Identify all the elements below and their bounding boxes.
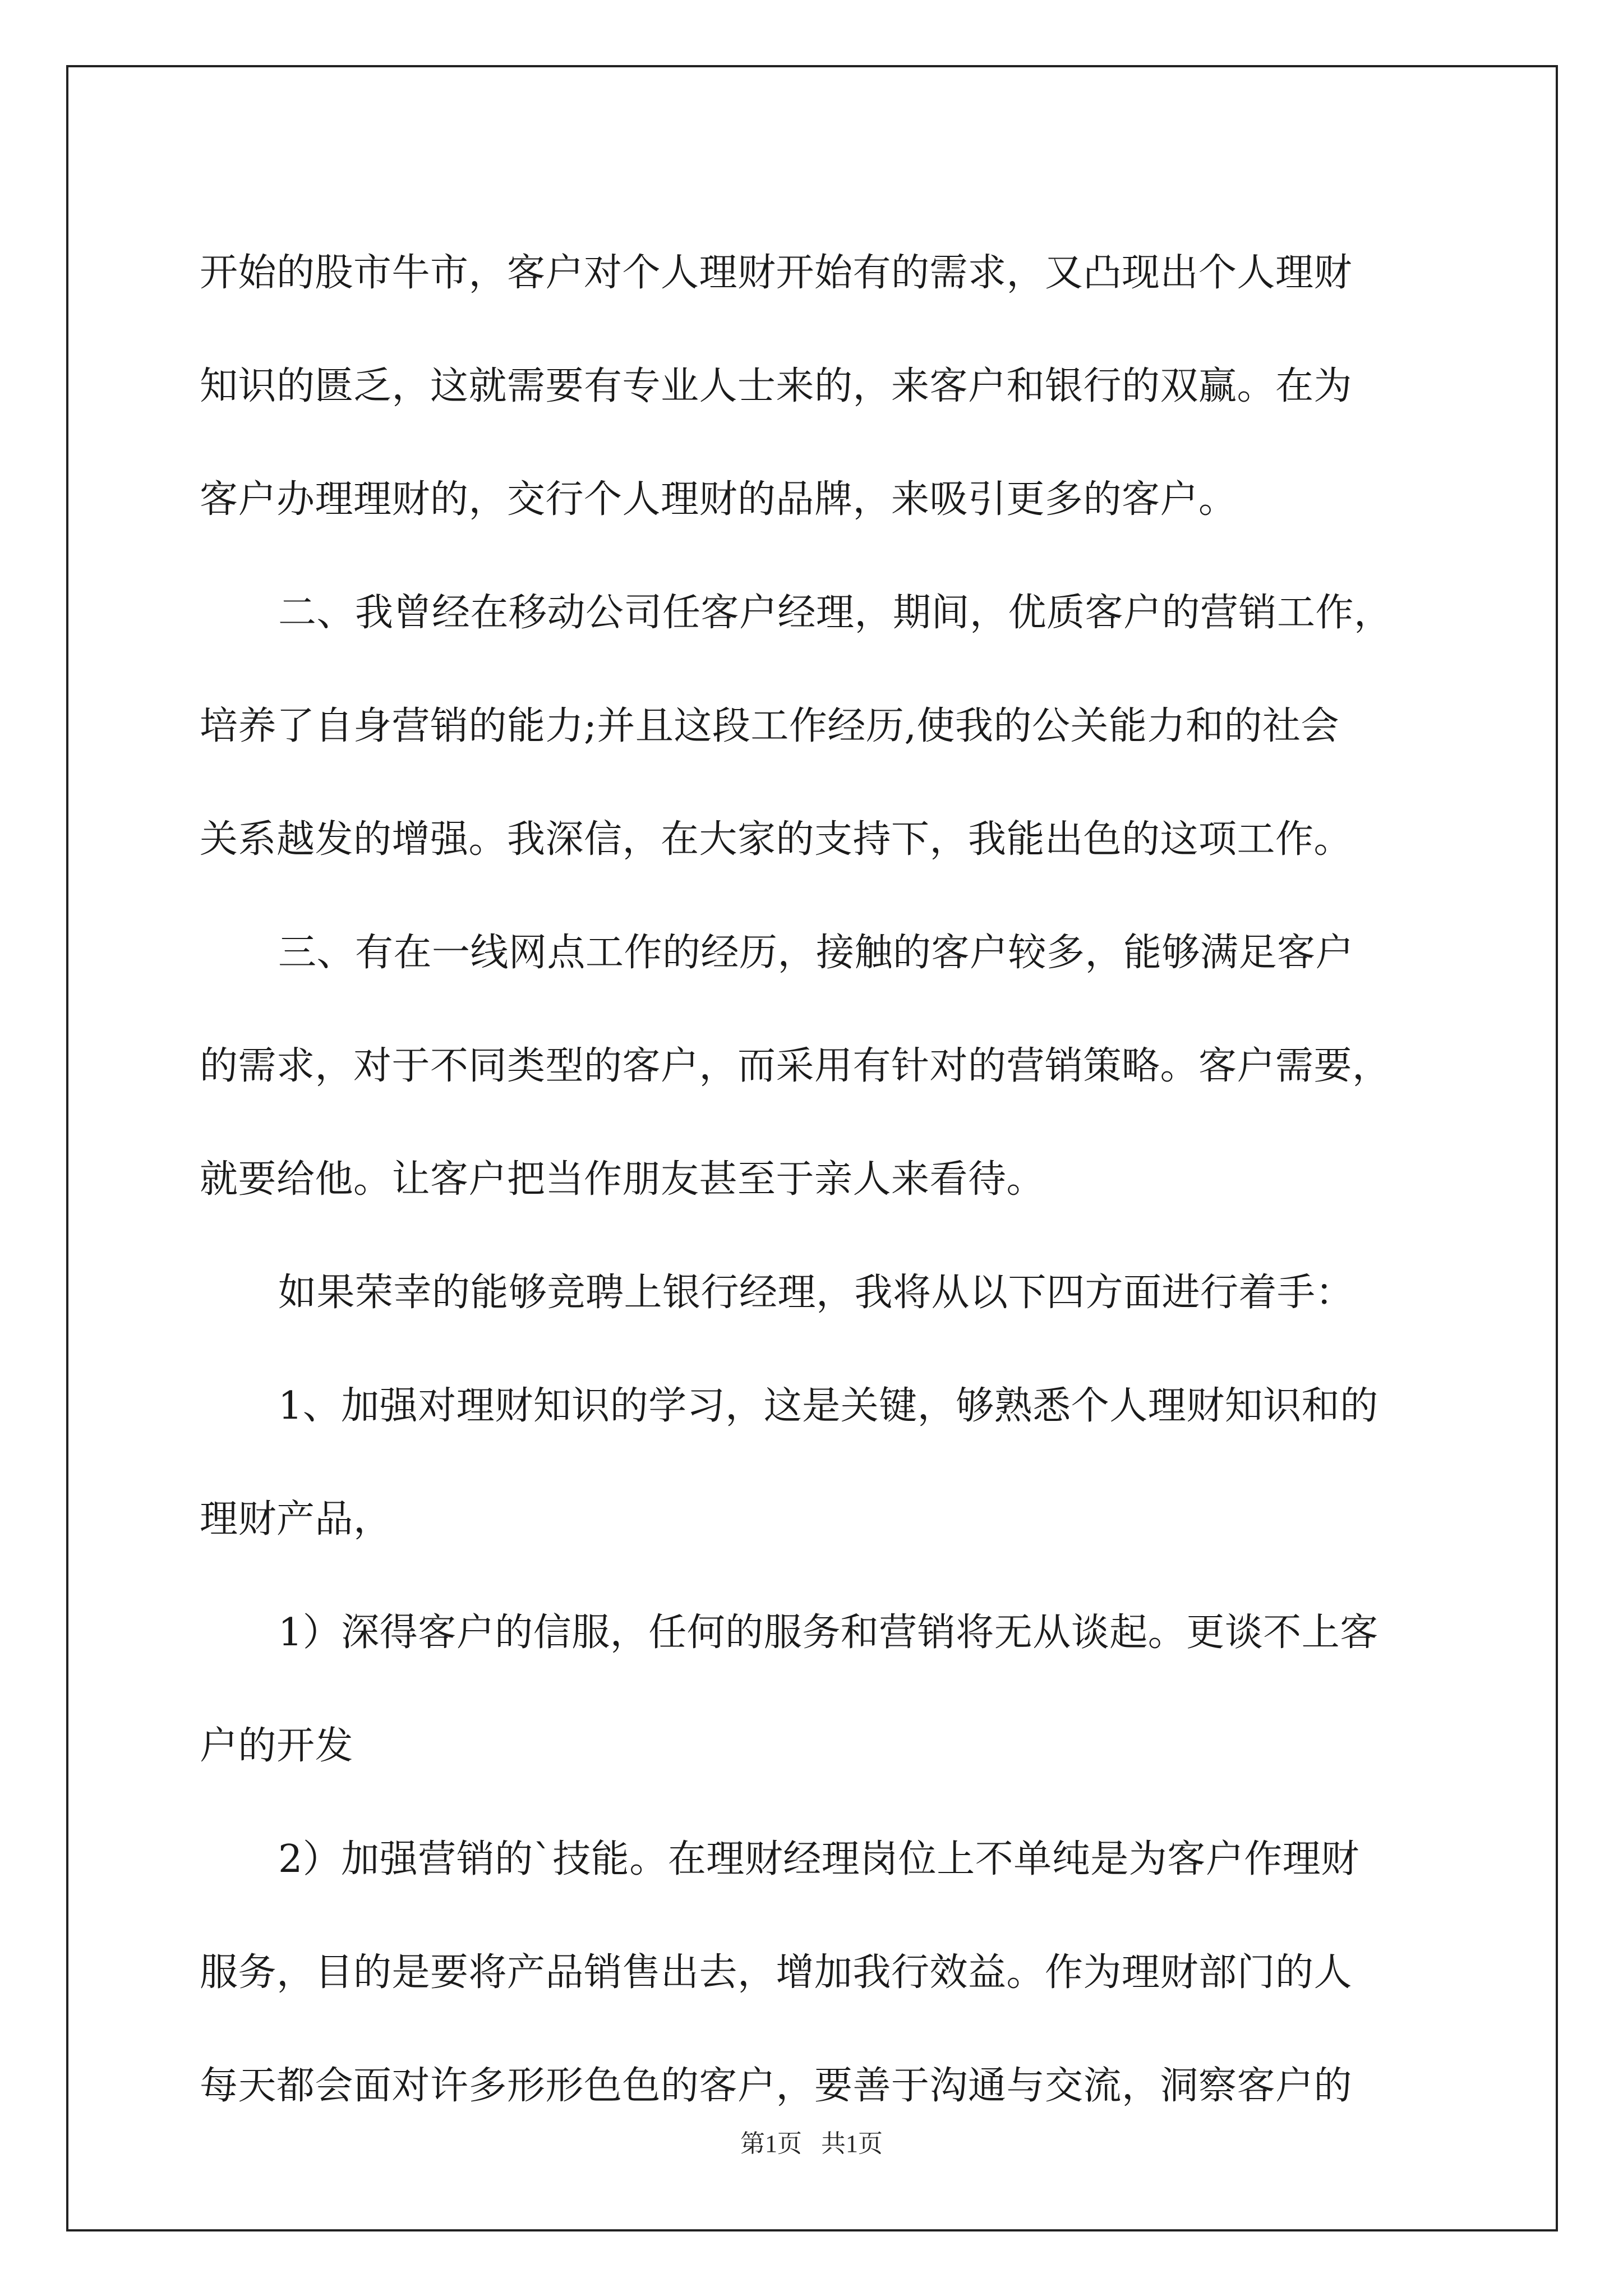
- text-line: 理财产品，: [200, 1497, 392, 1542]
- page-number: 第1页: [740, 2130, 802, 2157]
- text-line: 三、有在一线网点工作的经历，接触的客户较多，能够满足客户: [278, 931, 1354, 975]
- page-total: 共1页: [821, 2130, 883, 2157]
- text-line: 每天都会面对许多形形色色的客户，要善于沟通与交流，洞察客户的: [200, 2064, 1353, 2108]
- text-line: 培养了自身营销的能力;并且这段工作经历,使我的公关能力和的社会: [200, 704, 1340, 748]
- text-line: 如果荣幸的能够竞聘上银行经理，我将从以下四方面进行着手：: [278, 1271, 1354, 1315]
- text-line: 客户办理理财的，交行个人理财的品牌，来吸引更多的客户。: [200, 477, 1237, 522]
- text-line: 关系越发的增强。我深信，在大家的支持下，我能出色的这项工作。: [200, 817, 1353, 862]
- text-line: 1）深得客户的信服，任何的服务和营销将无从谈起。更谈不上客: [278, 1611, 1378, 1655]
- text-line: 二、我曾经在移动公司任客户经理，期间，优质客户的营销工作，: [278, 591, 1393, 635]
- text-line: 就要给他。让客户把当作朋友甚至于亲人来看待。: [200, 1157, 1045, 1202]
- text-line: 服务，目的是要将产品销售出去，增加我行效益。作为理财部门的人: [200, 1950, 1353, 1995]
- text-line: 户的开发: [200, 1724, 354, 1768]
- text-line: 开始的股市牛市，客户对个人理财开始有的需求，又凸现出个人理财: [200, 251, 1353, 295]
- text-line: 的需求，对于不同类型的客户，而采用有针对的营销策略。客户需要，: [200, 1044, 1391, 1088]
- page-footer: [0, 2123, 1623, 2159]
- text-line: 知识的匮乏，这就需要有专业人士来的，来客户和银行的双赢。在为: [200, 364, 1353, 408]
- document-body: [200, 217, 1428, 2143]
- text-line: 2）加强营销的`技能。在理财经理岗位上不单纯是为客户作理财: [278, 1837, 1359, 1881]
- text-block: [200, 217, 1428, 2143]
- text-line: 1、加强对理财知识的学习，这是关键，够熟悉个人理财知识和的: [278, 1384, 1378, 1428]
